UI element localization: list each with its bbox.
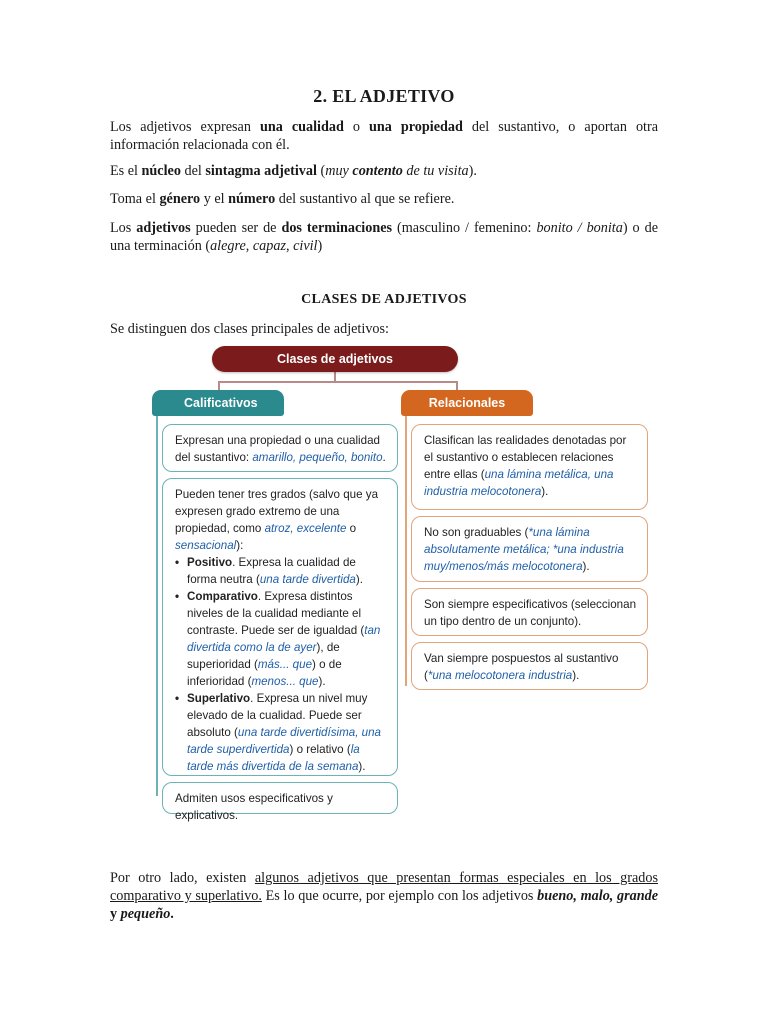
text-run: ). (572, 669, 580, 682)
text-run: Por otro lado, existen (110, 870, 255, 886)
text-run: sensacional (175, 539, 237, 552)
calificativos-box-degrees (162, 478, 398, 776)
relacionales-rail (405, 416, 407, 686)
section-title: CLASES DE ADJETIVOS (301, 292, 467, 307)
paragraph-nucleus (110, 162, 658, 180)
degree-positivo (175, 554, 387, 588)
text-run: pueden ser de (190, 220, 282, 236)
diagram-root: Clases de adjetivos (212, 346, 458, 372)
text-run: y (110, 906, 121, 922)
text-run: pequeño (120, 906, 171, 922)
calificativos-tab: Calificativos (152, 390, 284, 416)
text-run: de tu visita (402, 163, 469, 179)
connector-root (334, 372, 336, 382)
text-run: ). (582, 560, 590, 573)
text-run: muy (325, 163, 353, 179)
text-run: Es lo que ocurre, por ejemplo con los adjetivos (261, 888, 538, 904)
text-run: . Expresa un nivel muy elevado de la cualidad. Puede ser absoluto ( (187, 692, 368, 739)
text-run: Clasifican las realidades denotadas por el sustantivo o establecen relaciones entre ellas ( (424, 434, 627, 481)
text-run: Toma el (110, 191, 160, 207)
degree-comparativo (175, 588, 387, 690)
relacionales-box-definition (411, 424, 648, 510)
text-run: Los adjetivos expresan (110, 119, 260, 135)
text-run: una propiedad (368, 119, 463, 135)
text-run: una tarde divertida (259, 573, 356, 586)
text-run: o (346, 522, 357, 535)
text-run: No son graduables ( (424, 526, 529, 539)
text-run: Los (110, 220, 137, 236)
text-run: ) o de una terminación ( (110, 220, 658, 254)
text-run: una tarde divertidísima, una tarde superdivertida (187, 726, 381, 756)
text-run: Pueden tener tres grados (salvo que ya expresen grado extremo de una propiedad, como (175, 488, 379, 535)
text-run: . Expresa la cualidad de forma neutra ( (187, 556, 356, 586)
text-run: ). (355, 573, 363, 586)
degrees-intro (175, 486, 387, 554)
text-run: Comparativo (187, 590, 258, 603)
text-run: Superlativo (187, 692, 251, 705)
text-run: amarillo, pequeño, bonito (252, 451, 383, 464)
text-run: atroz, excelente (264, 522, 347, 535)
text-run: civil (293, 238, 318, 254)
relacionales-box-specificative (411, 588, 648, 636)
text-run: ) o relativo ( (289, 743, 351, 756)
text-run: Admiten usos especificativos y explicativos. (175, 792, 333, 822)
paragraph-agreement (110, 190, 658, 208)
text-run: número (228, 191, 276, 207)
text-run: tan divertida como la de ayer (187, 624, 381, 654)
text-run: bueno, malo, grande (537, 888, 658, 904)
calificativos-box-definition (162, 424, 398, 472)
paragraph-terminations (110, 219, 658, 255)
text-run: *una lámina absolutamente metálica; *una industria muy/menos/más melocotonera (424, 526, 624, 573)
calificativos-box-uses (162, 782, 398, 822)
text-run: alegre (210, 238, 246, 254)
text-run: la tarde más divertida de la semana (187, 743, 360, 773)
text-run: . Expresa distintos niveles de la cualidad mediante el contraste. Puede ser de igualdad ( (187, 590, 365, 637)
text-run: . (170, 906, 174, 922)
text-run: , (245, 238, 253, 254)
text-run: Son siempre especificativos (seleccionan un tipo dentro de un conjunto). (424, 598, 637, 628)
text-run: del sustantivo, o aportan otra información relacionada con él. (110, 119, 658, 153)
text-run: Expresan una propiedad o una cualidad del sustantivo: (175, 434, 380, 464)
text-run: del sustantivo al que se refiere. (275, 191, 455, 207)
relacionales-box-gradable (411, 516, 648, 582)
text-run: ): (236, 539, 244, 552)
text-run: Van siempre pospuestos al sustantivo ( (424, 652, 619, 682)
calificativos-rail (156, 416, 158, 796)
text-run: . (382, 451, 386, 464)
text-run: ( (316, 163, 326, 179)
text-run: ) (317, 238, 323, 254)
text-run: Es el (110, 163, 142, 179)
text-run: , (285, 238, 294, 254)
text-run: menos... que (251, 675, 319, 688)
text-run: y el (200, 191, 229, 207)
text-run: *una melocotonera industria (427, 669, 573, 682)
adjective-classes-diagram (150, 346, 660, 826)
text-run: capaz (252, 238, 286, 254)
closing-paragraph (110, 869, 658, 923)
relacionales-tab: Relacionales (401, 390, 533, 416)
text-run: ). (468, 163, 477, 179)
text-run: algunos adjetivos que presentan formas especiales en los grados comparativo y superlativo. (110, 870, 658, 904)
text-run: bonito / bonita (536, 220, 623, 236)
text-run: del (180, 163, 206, 179)
text-run: adjetivos (136, 220, 191, 236)
text-run: ). (318, 675, 326, 688)
text-run: núcleo (141, 163, 181, 179)
text-run: contento (352, 163, 403, 179)
connector-horizontal (218, 381, 458, 383)
text-run: ). (541, 485, 549, 498)
text-run: una cualidad (259, 119, 344, 135)
text-run: sintagma adjetival (205, 163, 317, 179)
degree-superlativo (175, 690, 387, 775)
text-run: o (343, 119, 369, 135)
text-run: más... que (257, 658, 313, 671)
text-run: ), de superioridad ( (187, 641, 340, 671)
text-run: ). (358, 760, 366, 773)
page-title: 2. EL ADJETIVO (313, 86, 455, 106)
text-run: una lámina metálica, una industria melocotonera (424, 468, 614, 498)
text-run: género (159, 191, 201, 207)
section-intro: Se distinguen dos clases principales de adjetivos: (110, 321, 389, 337)
paragraph-definition (110, 118, 658, 154)
text-run: ) o de inferioridad ( (187, 658, 342, 688)
relacionales-box-position (411, 642, 648, 690)
text-run: (masculino / femenino: (392, 220, 537, 236)
text-run: dos terminaciones (281, 220, 393, 236)
text-run: Positivo (187, 556, 233, 569)
